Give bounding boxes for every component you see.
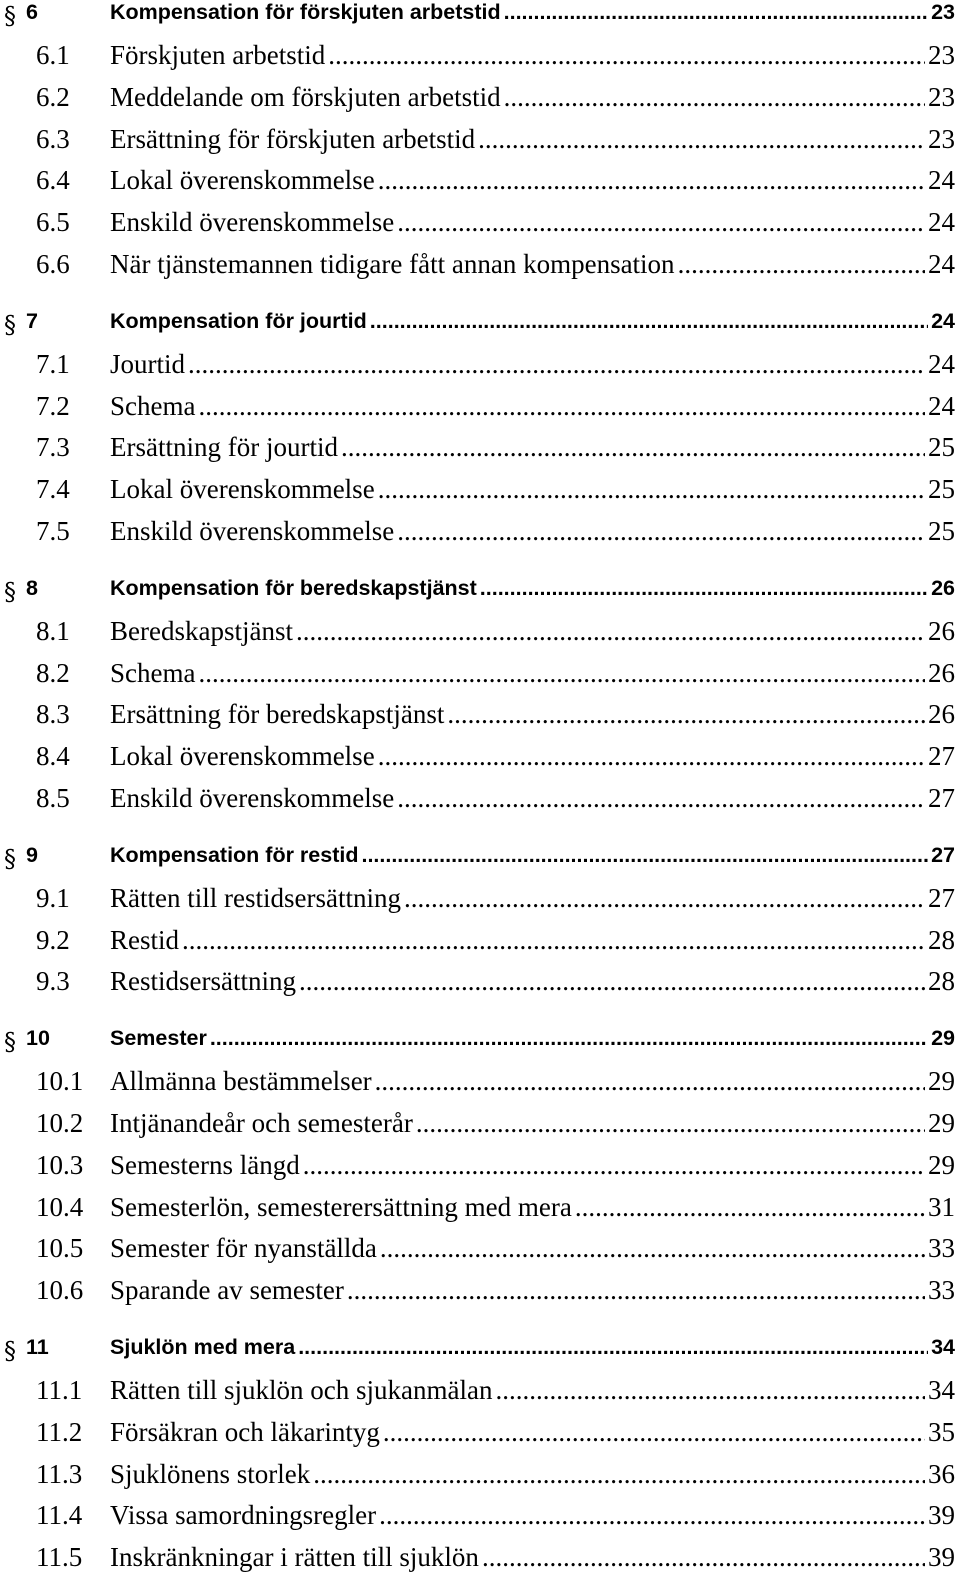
chapter-number: 10 — [26, 1026, 50, 1051]
entry-number: 7.2 — [36, 390, 70, 421]
dot-leader — [397, 516, 925, 547]
page-number: 24 — [928, 348, 955, 379]
toc-entry-row[interactable] — [0, 1192, 955, 1234]
dot-leader — [370, 309, 928, 334]
page-number: 28 — [928, 924, 955, 955]
page-number: 26 — [928, 699, 955, 730]
page-number: 24 — [931, 308, 955, 333]
chapter-number: 7 — [26, 308, 38, 333]
page-number: 24 — [928, 248, 955, 279]
entry-title: Semesterlön, semesterersättning med mera — [110, 1191, 572, 1222]
entry-title: Ersättning för förskjuten arbetstid — [110, 123, 476, 154]
toc-entry-row[interactable] — [0, 925, 955, 967]
page-number: 29 — [928, 1149, 955, 1180]
page-number: 29 — [928, 1107, 955, 1138]
entry-title: Lokal överenskommelse — [110, 474, 375, 505]
dot-leader — [198, 658, 925, 689]
entry-title: Förskjuten arbetstid — [110, 40, 326, 70]
entry-title: Restidsersättning — [110, 966, 296, 997]
toc-entry-row[interactable] — [0, 391, 955, 433]
page-number: 24 — [928, 390, 955, 421]
dot-leader — [328, 40, 925, 71]
entry-number: 7.5 — [36, 515, 70, 546]
page-number: 23 — [928, 40, 955, 70]
toc-chapter-row[interactable] — [0, 0, 955, 40]
entry-title: Semester för nyanställda — [110, 1233, 377, 1264]
entry-title: Lokal överenskommelse — [110, 165, 375, 196]
entry-number: 8.5 — [36, 782, 70, 813]
entry-title: När tjänstemannen tidigare fått annan kompensation — [110, 248, 675, 279]
dot-leader — [482, 1542, 925, 1573]
entry-title: Lokal överenskommelse — [110, 741, 375, 772]
entry-number: 9.2 — [36, 924, 70, 955]
page-number: 23 — [928, 123, 955, 154]
page-number: 23 — [928, 81, 955, 112]
toc-entry-row[interactable] — [0, 1275, 955, 1317]
dot-leader — [375, 1066, 925, 1097]
dot-leader — [504, 0, 928, 25]
entry-number: 6.3 — [36, 123, 70, 154]
dot-leader — [378, 741, 925, 772]
entry-title: Enskild överenskommelse — [110, 207, 395, 238]
entry-number: 10.3 — [36, 1149, 84, 1180]
dot-leader — [188, 349, 925, 380]
chapter-title: Semester — [110, 1026, 207, 1051]
toc-entry-row[interactable] — [0, 783, 955, 825]
page-number: 34 — [928, 1374, 955, 1405]
dot-leader — [383, 1417, 925, 1448]
dot-leader — [678, 249, 925, 280]
entry-number: 8.2 — [36, 657, 70, 688]
toc-entry-row[interactable] — [0, 1375, 955, 1417]
page-number: 36 — [928, 1458, 955, 1489]
page-number: 27 — [928, 741, 955, 772]
page-number: 25 — [928, 474, 955, 505]
toc-entry-row[interactable] — [0, 124, 955, 166]
toc-chapter-row[interactable] — [0, 309, 955, 349]
dot-leader — [397, 207, 925, 238]
entry-number: 11.4 — [36, 1500, 83, 1531]
section-sign-icon: § — [4, 1336, 16, 1365]
toc-entry-row[interactable] — [0, 1417, 955, 1459]
section-sign-icon: § — [4, 844, 16, 873]
section-sign-icon: § — [4, 2, 16, 30]
section-sign-icon: § — [4, 1028, 16, 1057]
page-number: 29 — [928, 1066, 955, 1097]
page-number: 25 — [928, 515, 955, 546]
dot-leader — [361, 843, 928, 868]
chapter-title: Sjuklön med mera — [110, 1334, 296, 1359]
entry-title: Schema — [110, 657, 196, 688]
page-number: 31 — [928, 1191, 955, 1222]
toc-entry-row[interactable] — [0, 40, 955, 82]
entry-title: Allmänna bestämmelser — [110, 1066, 372, 1097]
dot-leader — [303, 1150, 925, 1181]
entry-title: Rätten till restidsersättning — [110, 882, 401, 913]
dot-leader — [378, 165, 925, 196]
toc-entry-row[interactable] — [0, 82, 955, 124]
entry-title: Meddelande om förskjuten arbetstid — [110, 81, 501, 112]
entry-title: Restid — [110, 924, 180, 955]
chapter-title: Kompensation för förskjuten arbetstid — [110, 0, 501, 24]
entry-title: Beredskapstjänst — [110, 615, 293, 646]
entry-number: 10.4 — [36, 1191, 84, 1222]
toc-entry-row[interactable] — [0, 1459, 955, 1501]
dot-leader — [378, 474, 925, 505]
dot-leader — [397, 783, 925, 814]
dot-leader — [416, 1108, 925, 1139]
chapter-title: Kompensation för restid — [110, 842, 359, 867]
toc-entry-row[interactable] — [0, 1500, 955, 1542]
dot-leader — [495, 1375, 925, 1406]
page-number: 24 — [928, 165, 955, 196]
page-number: 24 — [928, 207, 955, 238]
entry-number: 10.1 — [36, 1066, 84, 1097]
toc-entry-row[interactable] — [0, 516, 955, 558]
toc-chapter-row[interactable] — [0, 843, 955, 883]
entry-number: 8.4 — [36, 741, 70, 772]
entry-title: Semesterns längd — [110, 1149, 300, 1180]
toc-chapter-row[interactable] — [0, 1335, 955, 1375]
page-number: 28 — [928, 966, 955, 997]
entry-number: 10.5 — [36, 1233, 84, 1264]
toc-entry-row[interactable] — [0, 432, 955, 474]
toc-entry-row[interactable] — [0, 349, 955, 391]
toc-entry-row[interactable] — [0, 474, 955, 516]
entry-title: Sparande av semester — [110, 1275, 344, 1306]
entry-title: Jourtid — [110, 348, 186, 379]
toc-entry-row[interactable] — [0, 883, 955, 925]
toc-entry-row[interactable] — [0, 1542, 955, 1584]
entry-number: 10.6 — [36, 1275, 84, 1306]
page-number: 23 — [931, 0, 955, 24]
page-number: 26 — [928, 615, 955, 646]
entry-title: Rätten till sjuklön och sjukanmälan — [110, 1374, 493, 1405]
chapter-title: Kompensation för beredskapstjänst — [110, 575, 477, 600]
entry-number: 11.1 — [36, 1374, 83, 1405]
entry-number: 7.1 — [36, 348, 70, 379]
page-number: 35 — [928, 1416, 955, 1447]
entry-title: Försäkran och läkarintyg — [110, 1416, 380, 1447]
entry-number: 6.1 — [36, 40, 70, 70]
toc-entry-row[interactable] — [0, 249, 955, 291]
page-number: 27 — [931, 842, 955, 867]
toc-chapter-row[interactable] — [0, 1026, 955, 1066]
entry-number: 9.3 — [36, 966, 70, 997]
toc-entry-row[interactable] — [0, 616, 955, 658]
dot-leader — [198, 391, 925, 422]
toc-entry-row[interactable] — [0, 1108, 955, 1150]
page-number: 34 — [931, 1334, 955, 1359]
dot-leader — [299, 966, 925, 997]
dot-leader — [313, 1459, 925, 1490]
section-sign-icon: § — [4, 310, 16, 339]
dot-leader — [480, 576, 928, 601]
page-number: 33 — [928, 1233, 955, 1264]
dot-leader — [296, 616, 925, 647]
page-number: 27 — [928, 782, 955, 813]
entry-title: Ersättning för jourtid — [110, 432, 338, 463]
toc-entry-row[interactable] — [0, 741, 955, 783]
page-number: 26 — [931, 575, 955, 600]
toc-entry-row[interactable] — [0, 658, 955, 700]
dot-leader — [575, 1192, 925, 1223]
page-number: 25 — [928, 432, 955, 463]
dot-leader — [341, 432, 925, 463]
chapter-number: 8 — [26, 575, 38, 600]
toc-entry-row[interactable] — [0, 1150, 955, 1192]
entry-number: 10.2 — [36, 1107, 84, 1138]
toc-entry-row[interactable] — [0, 165, 955, 207]
toc-entry-row[interactable] — [0, 1233, 955, 1275]
dot-leader — [478, 124, 925, 155]
dot-leader — [379, 1500, 925, 1531]
page-number: 39 — [928, 1500, 955, 1531]
entry-number: 11.2 — [36, 1416, 83, 1447]
chapter-title: Kompensation för jourtid — [110, 308, 367, 333]
toc-chapter-row[interactable] — [0, 576, 955, 616]
entry-number: 6.5 — [36, 207, 70, 238]
entry-title: Enskild överenskommelse — [110, 782, 395, 813]
section-sign-icon: § — [4, 577, 16, 606]
chapter-number: 6 — [26, 0, 38, 24]
entry-number: 6.6 — [36, 248, 70, 279]
toc-entry-row[interactable] — [0, 1066, 955, 1108]
entry-number: 11.3 — [36, 1458, 83, 1489]
entry-number: 8.1 — [36, 615, 70, 646]
chapter-number: 11 — [26, 1334, 49, 1359]
page-number: 33 — [928, 1275, 955, 1306]
entry-title: Inskränkningar i rätten till sjuklön — [110, 1542, 479, 1573]
entry-number: 11.5 — [36, 1542, 83, 1573]
page-number: 26 — [928, 657, 955, 688]
page-number: 39 — [928, 1542, 955, 1573]
entry-title: Ersättning för beredskapstjänst — [110, 699, 445, 730]
dot-leader — [182, 925, 925, 956]
toc-entry-row[interactable] — [0, 207, 955, 249]
entry-title: Enskild överenskommelse — [110, 515, 395, 546]
entry-number: 6.2 — [36, 81, 70, 112]
toc-entry-row[interactable] — [0, 966, 955, 1008]
entry-number: 8.3 — [36, 699, 70, 730]
entry-title: Schema — [110, 390, 196, 421]
dot-leader — [447, 699, 925, 730]
dot-leader — [298, 1335, 928, 1360]
dot-leader — [210, 1026, 928, 1051]
entry-title: Sjuklönens storlek — [110, 1458, 311, 1489]
dot-leader — [380, 1233, 925, 1264]
entry-title: Intjänandeår och semesterår — [110, 1107, 413, 1138]
page-number: 27 — [928, 882, 955, 913]
chapter-number: 9 — [26, 842, 38, 867]
entry-title: Vissa samordningsregler — [110, 1500, 377, 1531]
page-number: 29 — [931, 1026, 955, 1051]
entry-number: 7.4 — [36, 474, 70, 505]
dot-leader — [404, 883, 925, 914]
dot-leader — [504, 82, 925, 113]
dot-leader — [347, 1275, 925, 1306]
entry-number: 7.3 — [36, 432, 70, 463]
entry-number: 9.1 — [36, 882, 70, 913]
entry-number: 6.4 — [36, 165, 70, 196]
toc-entry-row[interactable] — [0, 699, 955, 741]
